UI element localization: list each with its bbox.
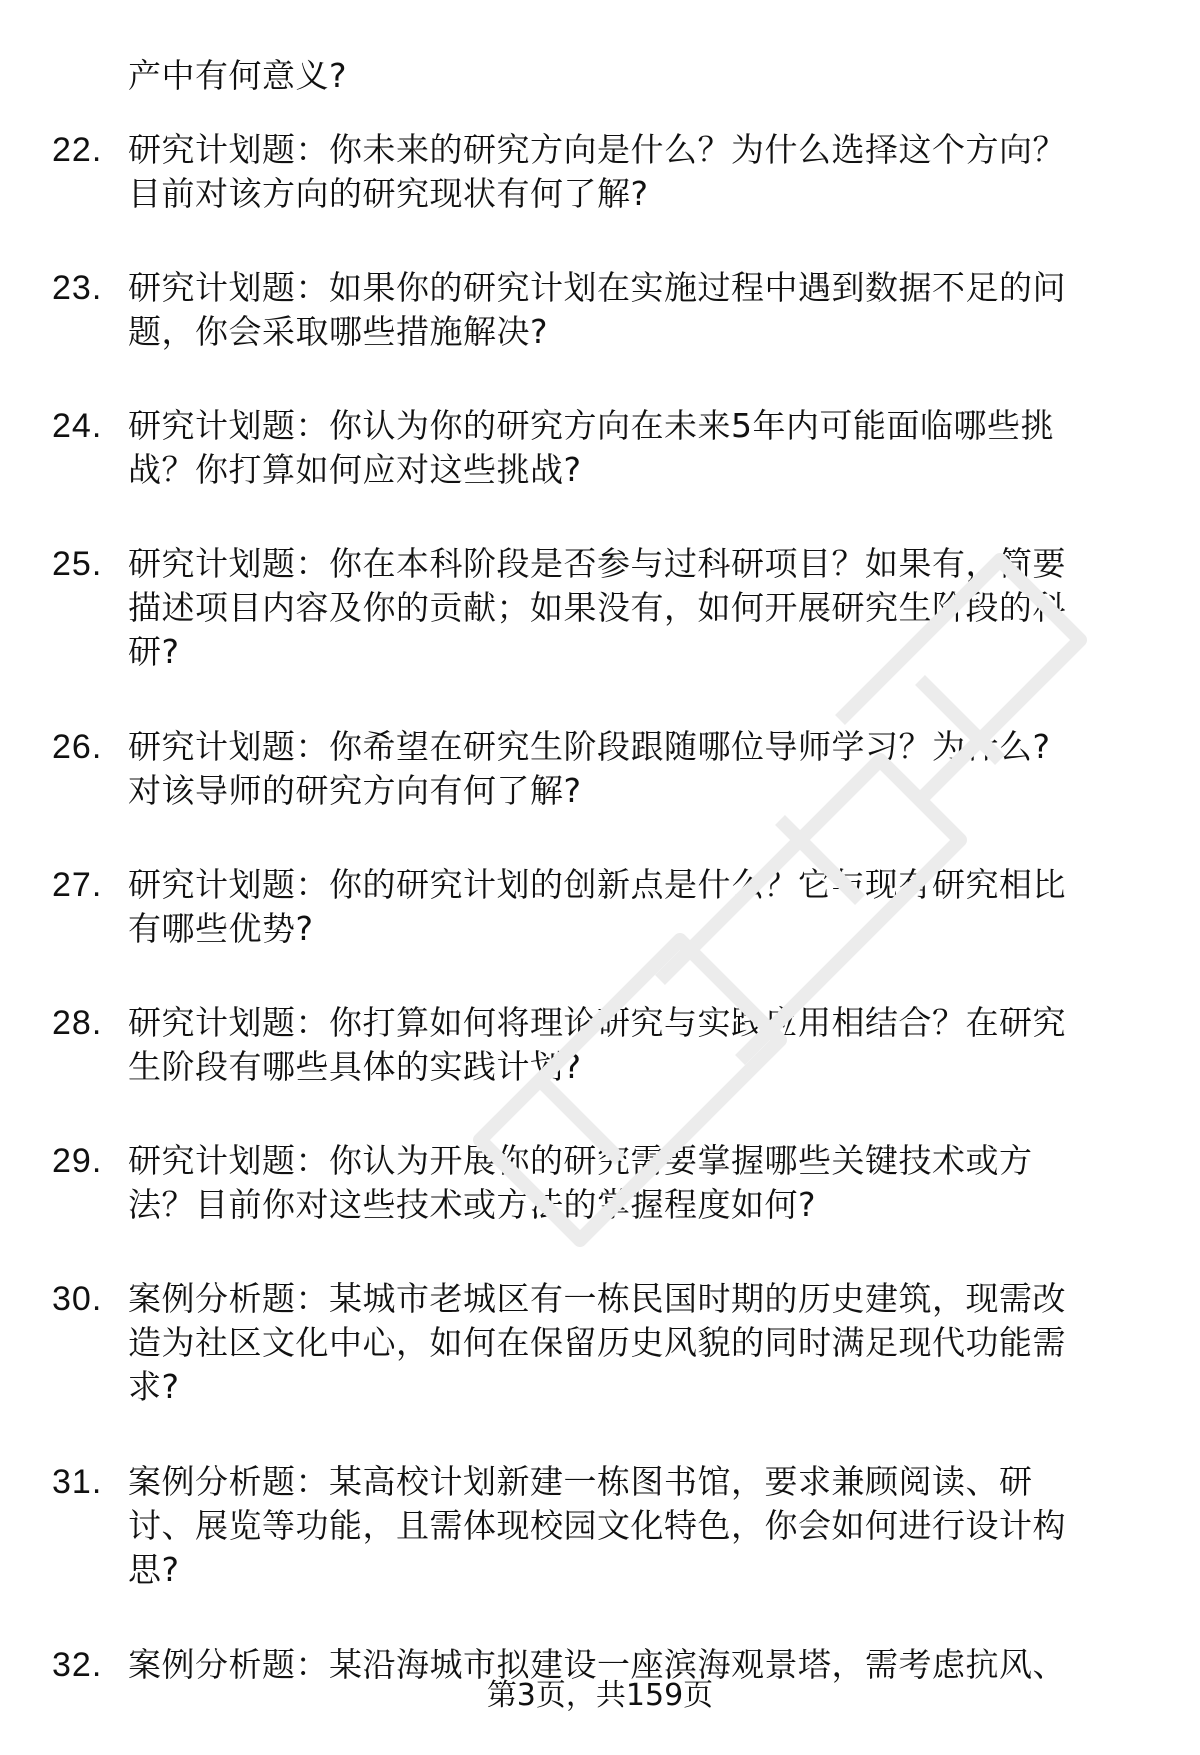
question-text-line: 法？目前你对这些技术或方法的掌握程度如何? [128, 1185, 817, 1224]
question-text-line: 研? [128, 632, 180, 671]
question-text-line: 研究计划题：你打算如何将理论研究与实践应用相结合？在研究 [128, 1003, 1066, 1042]
question-text-line: 研究计划题：如果你的研究计划在实施过程中遇到数据不足的问 [128, 268, 1066, 307]
question-number: 31. [52, 1463, 103, 1501]
question-number: 32. [52, 1646, 103, 1684]
question-number: 25. [52, 545, 103, 583]
question-text-line: 生阶段有哪些具体的实践计划? [128, 1047, 582, 1086]
question-text-line: 研究计划题：你认为开展你的研究需要掌握哪些关键技术或方 [128, 1141, 1033, 1180]
question-number: 27. [52, 866, 103, 904]
continuation-line: 产中有何意义? [128, 56, 348, 95]
question-text-line: 题，你会采取哪些措施解决? [128, 312, 549, 351]
question-text-line: 造为社区文化中心，如何在保留历史风貌的同时满足现代功能需 [128, 1323, 1066, 1362]
question-text-line: 案例分析题：某城市老城区有一栋民国时期的历史建筑，现需改 [128, 1279, 1066, 1318]
page-footer: 第3页，共159页 [486, 1678, 714, 1713]
question-text-line: 研究计划题：你希望在研究生阶段跟随哪位导师学习？为什么? [128, 727, 1051, 766]
question-text-line: 思? [128, 1550, 180, 1589]
question-number: 28. [52, 1004, 103, 1042]
question-text-line: 研究计划题：你在本科阶段是否参与过科研项目？如果有，简要 [128, 544, 1066, 583]
question-number: 23. [52, 269, 103, 307]
question-text-line: 研究计划题：你认为你的研究方向在未来5年内可能面临哪些挑 [128, 406, 1054, 445]
question-text-line: 对该导师的研究方向有何了解? [128, 771, 582, 810]
question-text-line: 研究计划题：你的研究计划的创新点是什么？它与现有研究相比 [128, 865, 1066, 904]
question-number: 26. [52, 728, 103, 766]
question-text-line: 讨、展览等功能，且需体现校园文化特色，你会如何进行设计构 [128, 1506, 1066, 1545]
question-number: 22. [52, 131, 103, 169]
question-text-line: 求? [128, 1367, 180, 1406]
question-text-line: 案例分析题：某高校计划新建一栋图书馆，要求兼顾阅读、研 [128, 1462, 1033, 1501]
question-text-line: 研究计划题：你未来的研究方向是什么？为什么选择这个方向？ [128, 130, 1066, 169]
question-number: 29. [52, 1142, 103, 1180]
question-number: 24. [52, 407, 103, 445]
question-number: 30. [52, 1280, 103, 1318]
question-text-line: 有哪些优势? [128, 909, 314, 948]
question-text-line: 案例分析题：某沿海城市拟建设一座滨海观景塔，需考虑抗风、 [128, 1645, 1066, 1684]
question-text-line: 描述项目内容及你的贡献；如果没有，如何开展研究生阶段的科 [128, 588, 1066, 627]
question-text-line: 目前对该方向的研究现状有何了解? [128, 174, 649, 213]
question-text-line: 战？你打算如何应对这些挑战? [128, 450, 582, 489]
